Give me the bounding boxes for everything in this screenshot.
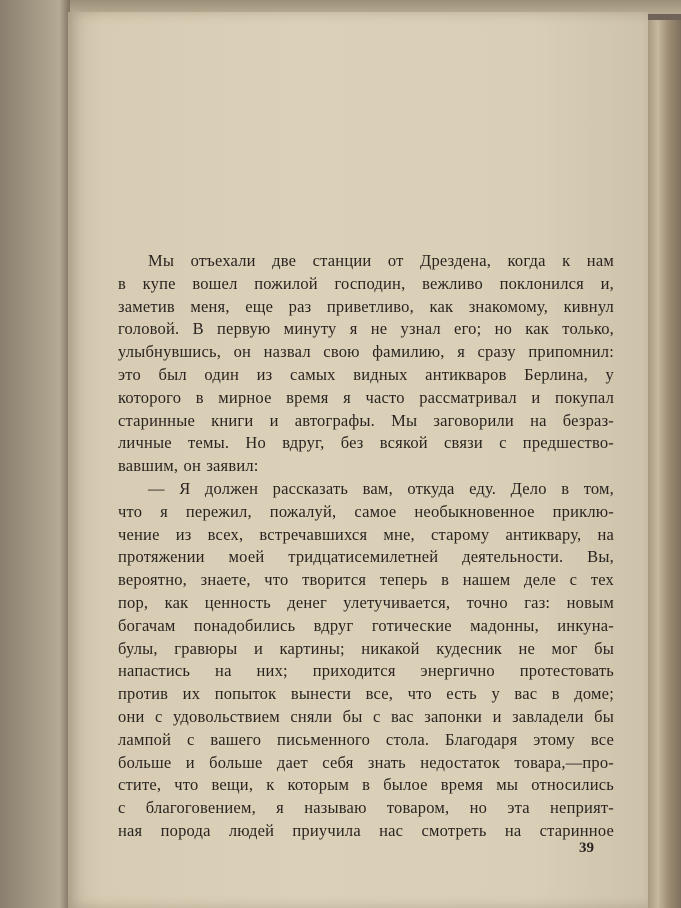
text-line: личные темы. Но вдруг, без всякой связи с предшество- <box>118 433 614 453</box>
text-line: улыбнувшись, он назвал свою фамилию, я сразу припомнил: <box>118 342 614 362</box>
text-line: протяжении моей тридцатисемилетней деятельности. Вы, <box>118 547 614 567</box>
left-page-edge <box>0 0 70 908</box>
text-line: головой. В первую минуту я не узнал его; но как только, <box>118 319 614 339</box>
text-line: Мы отъехали две станции от Дрездена, когда к нам <box>148 251 614 270</box>
text-line: чение из всех, встречавшихся мне, старому антиквару, на <box>118 524 614 544</box>
text-line: которого в мирное время я часто рассматривал и покупал <box>118 387 614 407</box>
text-line: больше и больше дает себя знать недостаток товара,—про- <box>118 752 614 772</box>
text-line: в купе вошел пожилой господин, вежливо поклонился и, <box>118 273 614 293</box>
page-number: 39 <box>579 840 594 856</box>
text-line: заметив меня, еще раз приветливо, как знакомому, кивнул <box>118 296 614 316</box>
text-line: это был один из самых видных антикваров Берлина, у <box>118 364 614 384</box>
text-line: старинные книги и автографы. Мы заговорили на безраз- <box>118 410 614 430</box>
book-right-edge <box>648 20 681 908</box>
book-page <box>68 12 648 908</box>
text-line: вероятно, знаете, что творится теперь в нашем деле с тех <box>118 570 614 590</box>
text-line: напастись на них; приходится энергично протестовать <box>118 661 614 681</box>
page-text <box>118 250 614 843</box>
text-line: ная порода людей приучила нас смотреть на старинное <box>118 820 614 840</box>
text-line: пор, как ценность денег улетучивается, точно газ: новым <box>118 592 614 612</box>
text-line: — Я должен рассказать вам, откуда еду. Дело в том, <box>148 478 614 498</box>
text-line: вавшим, он заявил: <box>118 456 259 476</box>
text-line: против их попыток вынести все, что есть у вас в доме; <box>118 684 614 704</box>
text-line: стите, что вещи, к которым в былое время мы относились <box>118 775 614 795</box>
text-line: богачам понадобились вдруг готические мадонны, инкуна- <box>118 615 614 635</box>
text-line: они с удовольствием сняли бы с вас запонки и завладели бы <box>118 706 614 726</box>
text-line: лампой с вашего письменного стола. Благодаря этому все <box>118 729 614 749</box>
text-line: что я пережил, пожалуй, самое необыкновенное приклю- <box>118 501 614 521</box>
text-line: с благоговением, я называю товаром, но эта неприят- <box>118 798 614 818</box>
text-line: булы, гравюры и картины; никакой кудесник не мог бы <box>118 638 614 658</box>
